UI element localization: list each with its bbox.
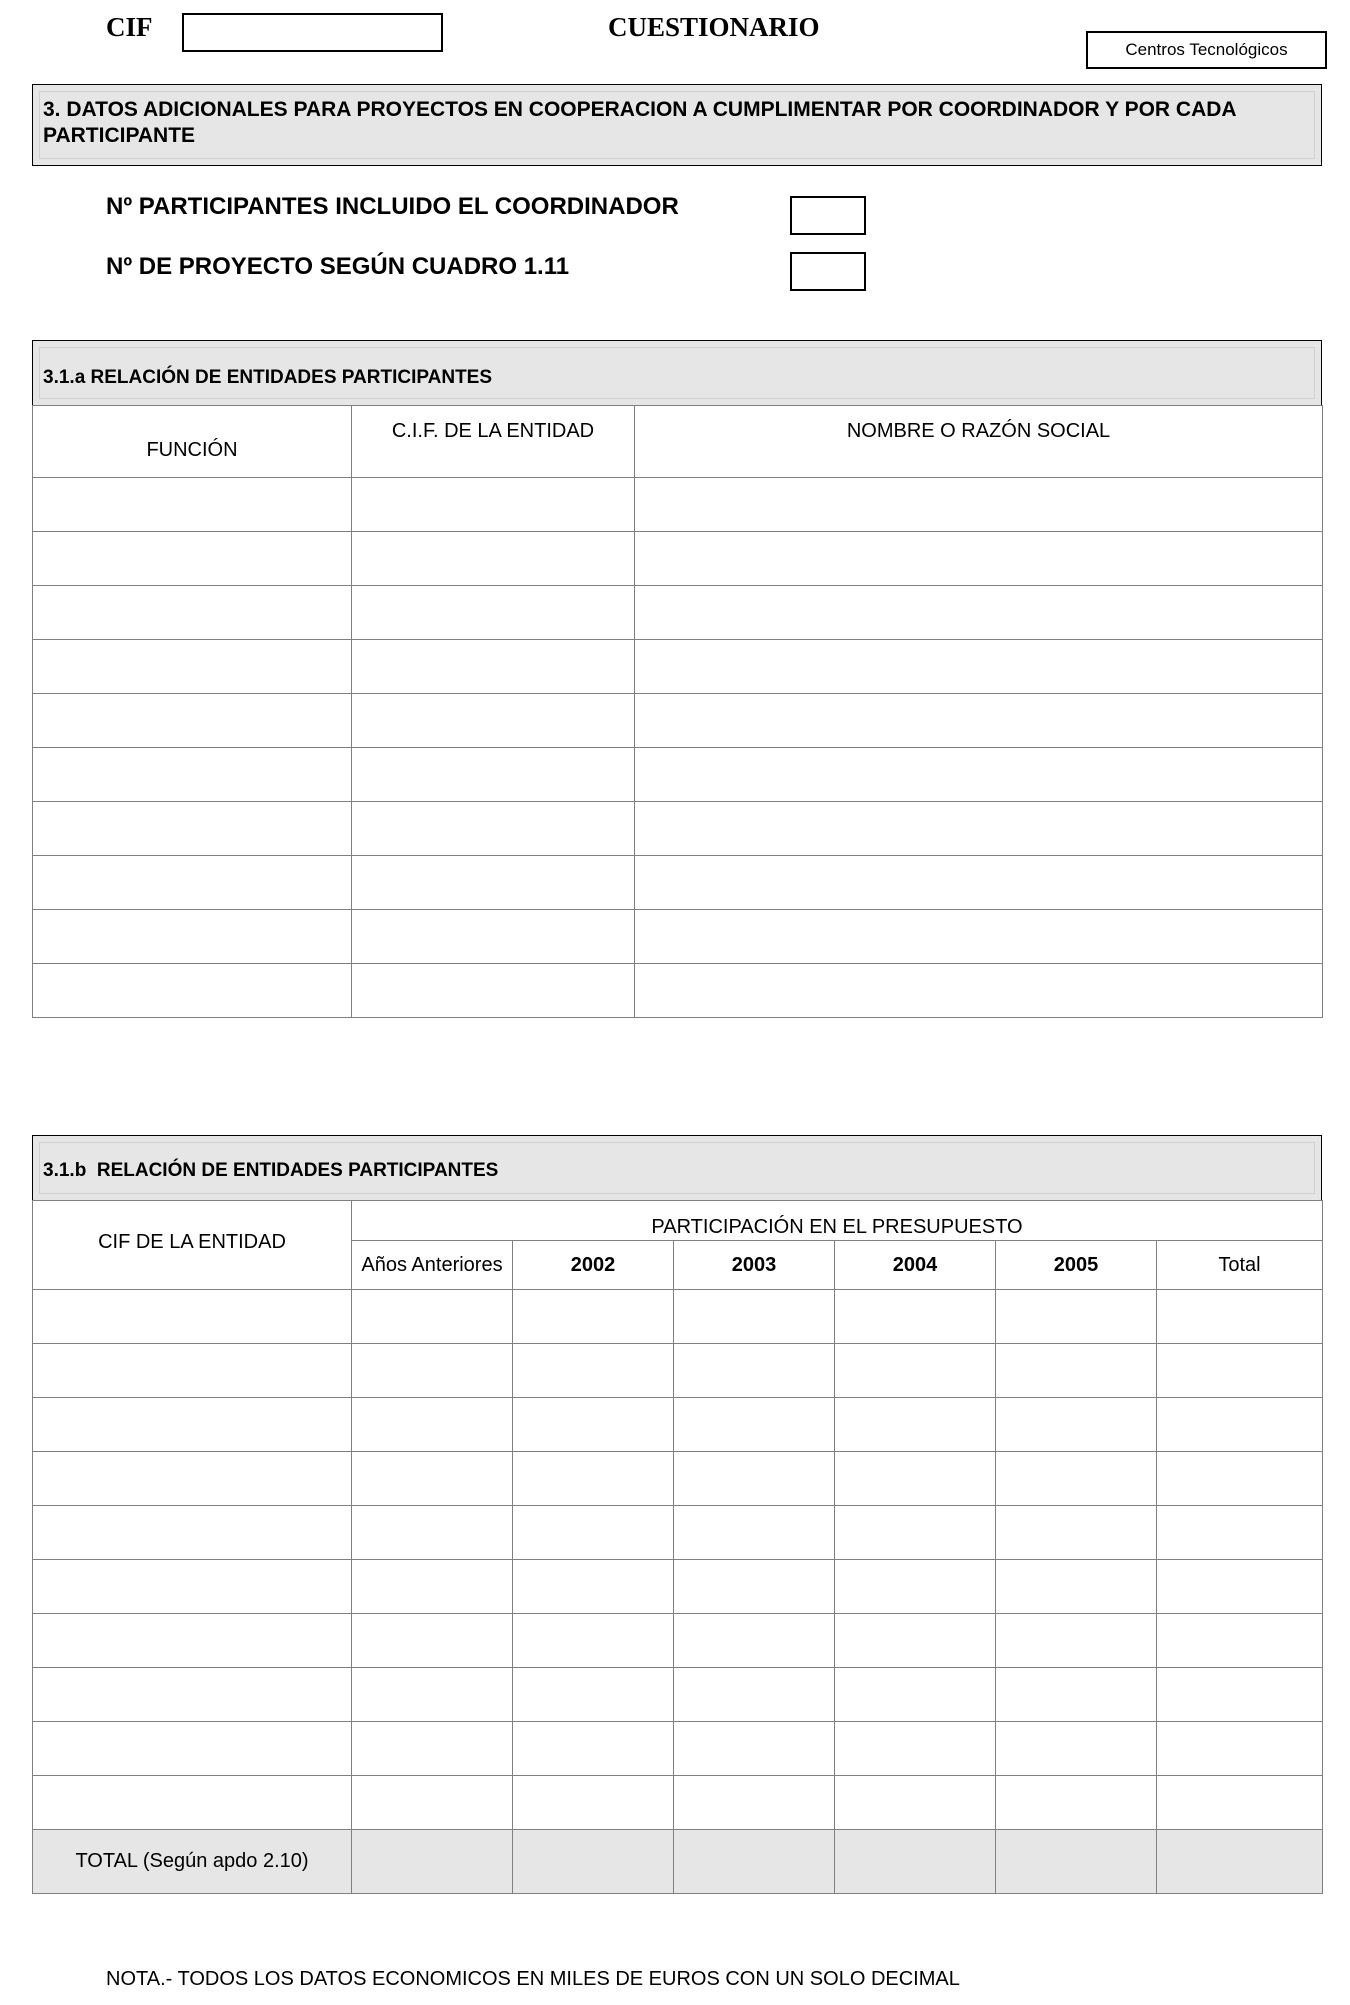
table-a-col-funcion: FUNCIÓN	[33, 406, 352, 478]
amount-cell[interactable]	[674, 1398, 835, 1452]
nombre-cell[interactable]	[635, 478, 1323, 532]
section3-title: 3. DATOS ADICIONALES PARA PROYECTOS EN COOPERACION A CUMPLIMENTAR POR COORDINADOR Y POR CADA PARTICIPANTE	[43, 98, 1236, 147]
amount-cell[interactable]	[835, 1614, 996, 1668]
nombre-cell[interactable]	[635, 694, 1323, 748]
total-cell[interactable]	[1157, 1506, 1323, 1560]
total-cell[interactable]	[1157, 1290, 1323, 1344]
table-row	[33, 1668, 1323, 1722]
nombre-cell[interactable]	[635, 802, 1323, 856]
amount-cell[interactable]	[352, 1560, 513, 1614]
funcion-cell[interactable]	[33, 802, 352, 856]
funcion-cell[interactable]	[33, 910, 352, 964]
cif-cell[interactable]	[33, 1506, 352, 1560]
amount-cell[interactable]	[513, 1506, 674, 1560]
nombre-cell[interactable]	[635, 964, 1323, 1018]
cif-label: CIF	[106, 12, 153, 42]
amount-cell[interactable]	[352, 1722, 513, 1776]
amount-cell[interactable]	[996, 1506, 1157, 1560]
cif-cell[interactable]	[352, 802, 635, 856]
table-row	[33, 1614, 1323, 1668]
table-a-title-band	[32, 340, 1322, 406]
total-amount-cell	[835, 1830, 996, 1894]
amount-cell[interactable]	[835, 1560, 996, 1614]
amount-cell[interactable]	[835, 1668, 996, 1722]
table-a	[32, 405, 1323, 1018]
table-b-col-year: 2005	[996, 1241, 1157, 1290]
funcion-cell[interactable]	[33, 478, 352, 532]
cif-cell[interactable]	[33, 1452, 352, 1506]
total-cell[interactable]	[1157, 1452, 1323, 1506]
nombre-cell[interactable]	[635, 856, 1323, 910]
table-b-group-header-row	[33, 1201, 1323, 1241]
total-cell[interactable]	[1157, 1614, 1323, 1668]
table-row	[33, 1722, 1323, 1776]
amount-cell[interactable]	[996, 1614, 1157, 1668]
table-row	[33, 1344, 1323, 1398]
amount-cell[interactable]	[835, 1398, 996, 1452]
table-b-col-year: 2003	[674, 1241, 835, 1290]
total-cell[interactable]	[1157, 1722, 1323, 1776]
amount-cell[interactable]	[674, 1506, 835, 1560]
table-row	[33, 1506, 1323, 1560]
cif-cell[interactable]	[352, 478, 635, 532]
funcion-cell[interactable]	[33, 586, 352, 640]
amount-cell[interactable]	[996, 1344, 1157, 1398]
amount-cell[interactable]	[513, 1722, 674, 1776]
table-b-group-header: PARTICIPACIÓN EN EL PRESUPUESTO	[352, 1201, 1323, 1241]
amount-cell[interactable]	[352, 1614, 513, 1668]
section3-title-band	[32, 84, 1322, 166]
page-title: CUESTIONARIO	[608, 12, 820, 42]
table-row	[33, 1452, 1323, 1506]
amount-cell[interactable]	[352, 1290, 513, 1344]
cif-cell[interactable]	[352, 748, 635, 802]
nombre-cell[interactable]	[635, 748, 1323, 802]
amount-cell[interactable]	[674, 1452, 835, 1506]
amount-cell[interactable]	[352, 1344, 513, 1398]
total-cell[interactable]	[1157, 1560, 1323, 1614]
table-row	[33, 802, 1323, 856]
amount-cell[interactable]	[352, 1776, 513, 1830]
amount-cell[interactable]	[835, 1344, 996, 1398]
table-row	[33, 478, 1323, 532]
cif-cell[interactable]	[352, 964, 635, 1018]
participants-label: Nº PARTICIPANTES INCLUIDO EL COORDINADOR	[106, 193, 679, 220]
amount-cell[interactable]	[352, 1398, 513, 1452]
cif-cell[interactable]	[33, 1398, 352, 1452]
total-cell[interactable]	[1157, 1398, 1323, 1452]
total-cell[interactable]	[1157, 1776, 1323, 1830]
table-b-col-prev-years: Años Anteriores	[352, 1241, 513, 1290]
cif-cell[interactable]	[352, 640, 635, 694]
table-b-col-total: Total	[1157, 1241, 1323, 1290]
cif-cell[interactable]	[33, 1776, 352, 1830]
participants-input[interactable]	[790, 196, 866, 235]
table-row	[33, 1560, 1323, 1614]
table-row	[33, 1290, 1323, 1344]
amount-cell[interactable]	[996, 1452, 1157, 1506]
total-amount-cell	[1157, 1830, 1323, 1894]
funcion-cell[interactable]	[33, 964, 352, 1018]
amount-cell[interactable]	[996, 1722, 1157, 1776]
amount-cell[interactable]	[513, 1398, 674, 1452]
amount-cell[interactable]	[996, 1398, 1157, 1452]
funcion-cell[interactable]	[33, 532, 352, 586]
amount-cell[interactable]	[513, 1776, 674, 1830]
table-b-col-cif: CIF DE LA ENTIDAD	[33, 1201, 352, 1290]
funcion-cell[interactable]	[33, 640, 352, 694]
amount-cell[interactable]	[352, 1506, 513, 1560]
amount-cell[interactable]	[513, 1614, 674, 1668]
table-b-title-band	[32, 1135, 1322, 1201]
cif-cell[interactable]	[33, 1290, 352, 1344]
table-row	[33, 964, 1323, 1018]
table-row	[33, 910, 1323, 964]
cif-cell[interactable]	[352, 910, 635, 964]
total-amount-cell	[513, 1830, 674, 1894]
table-row	[33, 694, 1323, 748]
nombre-cell[interactable]	[635, 910, 1323, 964]
table-a-col-nombre: NOMBRE O RAZÓN SOCIAL	[635, 406, 1323, 478]
funcion-cell[interactable]	[33, 694, 352, 748]
project-number-label: Nº DE PROYECTO SEGÚN CUADRO 1.11	[106, 253, 570, 280]
amount-cell[interactable]	[513, 1668, 674, 1722]
cif-cell[interactable]	[33, 1614, 352, 1668]
table-b-col-year: 2004	[835, 1241, 996, 1290]
category-tag: Centros Tecnológicos	[1086, 31, 1327, 69]
total-label: TOTAL (Según apdo 2.10)	[33, 1830, 352, 1894]
amount-cell[interactable]	[674, 1668, 835, 1722]
amount-cell[interactable]	[352, 1452, 513, 1506]
amount-cell[interactable]	[352, 1668, 513, 1722]
table-a-title: 3.1.a RELACIÓN DE ENTIDADES PARTICIPANTES	[43, 367, 493, 388]
table-b-title: 3.1.b RELACIÓN DE ENTIDADES PARTICIPANTES	[43, 1160, 499, 1181]
cif-cell[interactable]	[352, 856, 635, 910]
nombre-cell[interactable]	[635, 640, 1323, 694]
amount-cell[interactable]	[513, 1290, 674, 1344]
nombre-cell[interactable]	[635, 532, 1323, 586]
total-amount-cell	[352, 1830, 513, 1894]
table-a-header-row	[33, 406, 1323, 478]
cif-cell[interactable]	[33, 1668, 352, 1722]
amount-cell[interactable]	[674, 1614, 835, 1668]
funcion-cell[interactable]	[33, 856, 352, 910]
total-amount-cell	[674, 1830, 835, 1894]
amount-cell[interactable]	[996, 1290, 1157, 1344]
cif-cell[interactable]	[352, 694, 635, 748]
cif-cell[interactable]	[33, 1344, 352, 1398]
amount-cell[interactable]	[835, 1506, 996, 1560]
amount-cell[interactable]	[674, 1560, 835, 1614]
amount-cell[interactable]	[996, 1776, 1157, 1830]
funcion-cell[interactable]	[33, 748, 352, 802]
table-row	[33, 640, 1323, 694]
amount-cell[interactable]	[835, 1452, 996, 1506]
amount-cell[interactable]	[513, 1452, 674, 1506]
cif-cell[interactable]	[352, 532, 635, 586]
table-b-col-year: 2002	[513, 1241, 674, 1290]
cif-cell[interactable]	[33, 1560, 352, 1614]
amount-cell[interactable]	[674, 1722, 835, 1776]
cif-cell[interactable]	[352, 586, 635, 640]
table-row	[33, 1776, 1323, 1830]
amount-cell[interactable]	[835, 1290, 996, 1344]
amount-cell[interactable]	[513, 1344, 674, 1398]
amount-cell[interactable]	[835, 1722, 996, 1776]
amount-cell[interactable]	[674, 1290, 835, 1344]
table-row	[33, 748, 1323, 802]
total-cell[interactable]	[1157, 1668, 1323, 1722]
project-number-input[interactable]	[790, 252, 866, 291]
amount-cell[interactable]	[513, 1560, 674, 1614]
cif-cell[interactable]	[33, 1722, 352, 1776]
table-row	[33, 1398, 1323, 1452]
cif-input[interactable]	[182, 13, 443, 52]
nombre-cell[interactable]	[635, 586, 1323, 640]
amount-cell[interactable]	[996, 1560, 1157, 1614]
amount-cell[interactable]	[674, 1344, 835, 1398]
amount-cell[interactable]	[674, 1776, 835, 1830]
table-row	[33, 586, 1323, 640]
total-cell[interactable]	[1157, 1344, 1323, 1398]
footnote: NOTA.- TODOS LOS DATOS ECONOMICOS EN MILES DE EUROS CON UN SOLO DECIMAL	[106, 1968, 960, 1990]
table-a-col-cif: C.I.F. DE LA ENTIDAD	[352, 406, 635, 478]
amount-cell[interactable]	[996, 1668, 1157, 1722]
table-row	[33, 532, 1323, 586]
amount-cell[interactable]	[835, 1776, 996, 1830]
table-b	[32, 1200, 1323, 1894]
total-amount-cell	[996, 1830, 1157, 1894]
table-b-total-row	[33, 1830, 1323, 1894]
table-row	[33, 856, 1323, 910]
